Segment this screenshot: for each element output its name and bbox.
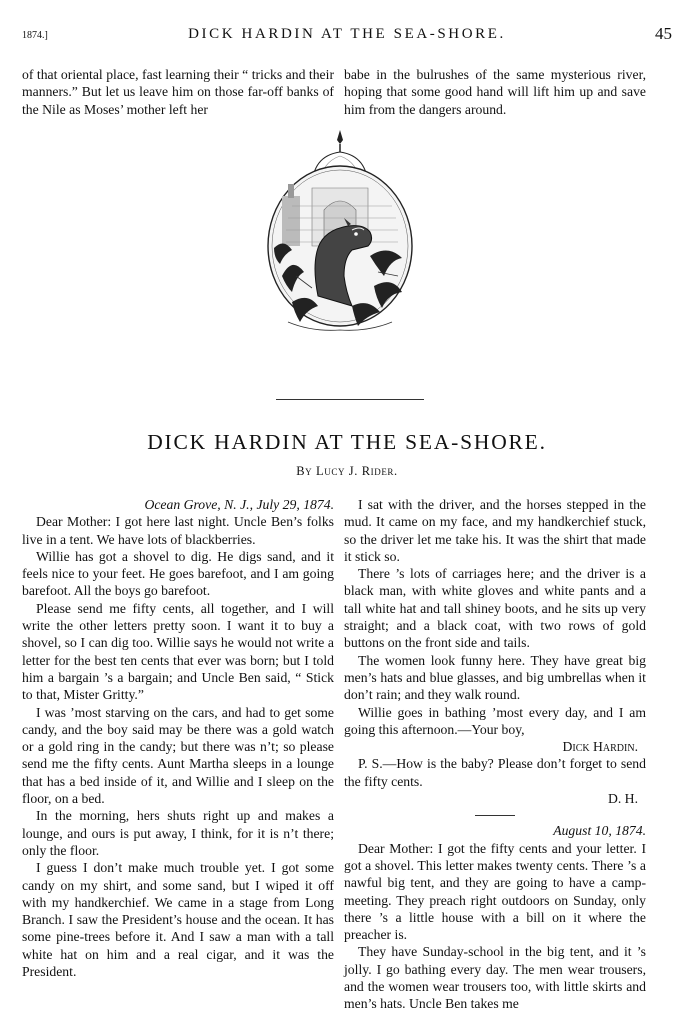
letter1-paragraph-5: In the morning, hers shuts right up and makes a lounge, and ours is put away, I think, for it is n’t there; only the floor.	[22, 808, 334, 858]
section-divider	[276, 399, 424, 400]
letter1-paragraph-10: Willie goes in bathing ’most every day, and I am going this afternoon.—Your boy,	[344, 704, 646, 737]
running-head-title: DICK HARDIN AT THE SEA-SHORE.	[188, 26, 506, 42]
letter1-dateline: Ocean Grove, N. J., July 29, 1874.	[144, 497, 334, 512]
camel-vignette-illustration	[252, 126, 428, 346]
letter2-dateline: August 10, 1874.	[553, 823, 646, 839]
article-title: DICK HARDIN AT THE SEA-SHORE.	[147, 430, 547, 454]
letter1-paragraph-6: I guess I don’t make much trouble yet. I got some candy on my shirt, and some sand, but I wiped it off with my handkerchief. We came in a stage from Long Branch. I saw the President’s house and the ocean. It has some pine-trees before it. And I saw a man with a tall white hat on him and a real cigar, and it was the President.	[22, 860, 334, 980]
prior-article-left-column	[22, 66, 334, 118]
letter-right-column	[344, 496, 646, 1013]
prior-article-text-left: of that oriental place, fast learning their “ tricks and their manners.” But let us leave him on those far-off banks of the Nile as Moses’ mother left her	[22, 67, 334, 117]
byline	[0, 464, 694, 479]
letter1-paragraph-8: There ’s lots of carriages here; and the driver is a black man, with white gloves and white pants and a tall white hat and tall shiney boots, and he sits up very straight; and a black coat, with two rows of gold buttons on the front side and tails.	[344, 566, 646, 651]
letter1-signature: Dick Hardin.	[562, 739, 638, 755]
letter1-postscript-initials: D. H.	[607, 791, 638, 807]
letter1-paragraph-4: I was ’most starving on the cars, and had to get some candy, and the boy said may be there was a gold watch or a gold ring in the candy; but there was n’t; so please send me the fifty cents. Aunt Martha sleeps in a lounge that has a bed inside of it, and Willie and I sleep on the floor, on a bed.	[22, 704, 334, 807]
page-number: 45	[655, 24, 672, 43]
running-head-date: 1874.]	[22, 30, 48, 41]
letter1-paragraph-3: Please send me fifty cents, all together, and I will write the other letters pretty soon. I want it to buy a shovel, so I can dig too. Willie says he would not write a letter for the best ten cents that ever was born; but I told him a bargain ’s a bargain; and Uncle Ben said, “ Stick to that, Mister Gritty.”	[22, 600, 334, 703]
letter1-paragraph-1: Dear Mother: I got here last night. Uncle Ben’s folks live in a tent. We have lots of blackberries.	[22, 514, 334, 547]
letter2-paragraph-2: They have Sunday-school in the big tent, and it ’s jolly. I go bathing every day. The men wear trousers, and the women wear trousers too, with little skirts and men’s hats. Uncle Ben takes me	[344, 944, 646, 1012]
running-head	[22, 26, 672, 48]
letter1-postscript: P. S.—How is the baby? Please don’t forget to send the fifty cents.	[344, 756, 646, 789]
letter2-paragraph-1: Dear Mother: I got the fifty cents and your letter. I got a shovel. This letter makes twenty cents. There ’s a nawful big tent, and they are going to have a camp-meeting. They preach right outdoors on Sunday, only there ’s a little house with a bill on it where the preacher is.	[344, 840, 646, 943]
letter-left-column	[22, 496, 334, 980]
letter1-paragraph-2: Willie has got a shovel to dig. He digs sand, and it feels nice to your feet. He goes barefoot, and I am going barefoot. All the boys go barefoot.	[22, 548, 334, 599]
byline-prefix: By	[296, 464, 313, 478]
byline-author: Lucy J. Rider.	[316, 464, 398, 478]
prior-article-right-column	[344, 66, 646, 118]
prior-article-text-right: babe in the bulrushes of the same mysterious river, hoping that some good hand will lift him up and save him from the dangers around.	[344, 67, 646, 117]
letter-divider	[475, 815, 515, 816]
letter1-paragraph-9: The women look funny here. They have great big men’s hats and blue glasses, and big umbrellas when it don’t rain; and they walk round.	[344, 652, 646, 703]
letter1-paragraph-7: I sat with the driver, and the horses stepped in the mud. It came on my face, and my handkerchief stuck, so the driver let me take his. It was the shirt that made it stick so.	[344, 497, 646, 564]
